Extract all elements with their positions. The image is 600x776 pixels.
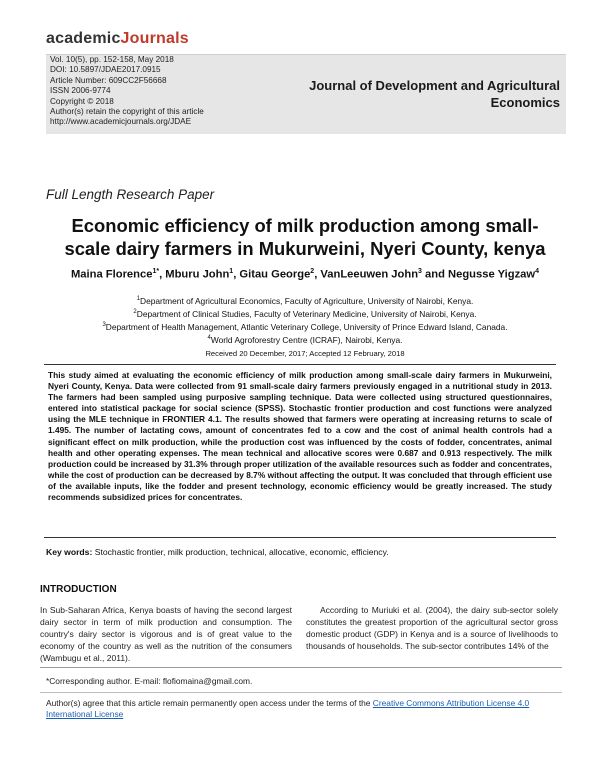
journal-title-line1: Journal of Development and Agricultural [309, 78, 560, 93]
author-sup: 1 [229, 268, 234, 275]
keywords-label: Key words: [46, 547, 93, 557]
author-name: Maina Florence [70, 268, 153, 281]
title-line1: Economic efficiency of milk production among small- [71, 215, 539, 236]
affiliation-text: World Agroforestry Centre (ICRAF), Nairobi, Kenya. [210, 334, 403, 345]
affiliation [40, 307, 570, 320]
meta-url[interactable]: http://www.academicjournals.org/JDAE [50, 117, 192, 127]
title-line2: scale dairy farmers in Mukurweini, Nyeri County, kenya [64, 238, 546, 259]
affiliation-number: 2 [133, 309, 137, 315]
footnote-divider [40, 692, 562, 693]
author-separator: , [314, 268, 321, 281]
journal-title [309, 77, 560, 111]
author-separator: , [159, 268, 166, 281]
license-text: Author(s) agree that this article remain permanently open access under the terms of the [46, 698, 373, 708]
author-sup: 1* [152, 268, 160, 275]
intro-heading: INTRODUCTION [40, 584, 117, 595]
intro-left-column: In Sub-Saharan Africa, Kenya boasts of having the second largest dairy sector in term of milk production and consumption. The country's dairy sector is vigorous and is of great value to the economy of the country as well as the nutrition of the consumers (Wambugu et al., 2011). [40, 605, 292, 663]
meta-retain: Author(s) retain the copyright of this article [50, 107, 204, 117]
affiliation-number: 4 [207, 335, 211, 341]
license-statement [46, 698, 566, 720]
meta-issn: ISSN 2006-9774 [50, 86, 111, 96]
author-name: Gitau George [239, 268, 311, 281]
received-dates: Received 20 December, 2017; Accepted 12 February, 2018 [205, 349, 405, 358]
affiliation-text: Department of Agricultural Economics, Faculty of Agriculture, University of Nairobi, Kenya. [140, 295, 474, 306]
keywords-text: Stochastic frontier, milk production, technical, allocative, economic, efficiency. [94, 547, 389, 557]
paper-title [40, 214, 570, 260]
author-sup: 2 [310, 268, 315, 275]
logo-part2: Journals [120, 30, 189, 47]
license-link[interactable]: Creative Commons Attribution License 4.0 International License [46, 698, 530, 720]
author-sup: 4 [535, 268, 539, 275]
abstract-text: This study aimed at evaluating the economic efficiency of milk production among small-scale dairy farmers in Mukurweini, Nyeri County, Kenya. Data were collected from 91 small-scale dairy farmers previously engaged in a nutritional study in 2013. The farmers had been sampled using purposive sampling technique. Data were collected using structured questionnaires, entered into statistical package for social science (SPSS). Stochastic frontier production and cost functions were analyzed using the MLE technique in FRONTIER 4.1. The results showed that farmers were operating at increasing returns to scale of 1.495. The number of lactating cows, amount of concentrates fed to a cow and the cost of animal health controls had a significant effect on milk production, while the production cost was influenced by the costs of fodder, concentrates, animal health and other operating expenses. The mean technical and allocative scores were 0.687 and 0.913 respectively. The milk production could be increased by 31.3% through proper utilization of the available resources such as fodder and concentrates, while the cost of production can be decreased by 8.7% without affecting the output. It was concluded that through efficient use of the available inputs, like the fodder and present technology, economic efficiency would be greatly increased. The study recommends subsidized prices for concentrates. [48, 370, 552, 503]
author-name: VanLeeuwen John [320, 268, 419, 281]
article-meta [50, 55, 204, 128]
author-separator: , [233, 268, 240, 281]
keywords [46, 547, 558, 557]
paper-type: Full Length Research Paper [46, 187, 215, 202]
logo-part1: academic [46, 30, 121, 47]
affiliation-number: 3 [102, 322, 106, 328]
meta-article-number: Article Number: 609CC2F56668 [50, 75, 167, 85]
corresponding-author: *Corresponding author. E-mail: flofiomaina@gmail.com. [46, 676, 253, 686]
affiliation [40, 333, 570, 346]
meta-copyright: Copyright © 2018 [50, 96, 114, 106]
abstract-box [44, 364, 556, 538]
meta-doi: DOI: 10.5897/JDAE2017.0915 [50, 65, 161, 75]
author-name: Negusse Yigzaw [448, 268, 536, 281]
affiliation [40, 294, 570, 307]
author-separator: and [421, 268, 449, 281]
affiliation-number: 1 [136, 296, 141, 302]
affiliation [40, 320, 570, 333]
author-list [40, 268, 570, 281]
meta-volume: Vol. 10(5), pp. 152-158, May 2018 [50, 55, 174, 64]
publisher-logo [46, 30, 189, 48]
intro-right-column: According to Muriuki et al. (2004), the dairy sub-sector solely constitutes the greatest proportion of the agricultural sector gross domestic product (GDP) in Kenya and is a source of livelihoods to thousands of households. The sub-sector contributes 14% of the [306, 605, 558, 651]
author-sup: 3 [418, 268, 422, 275]
affiliation-text: Department of Clinical Studies, Faculty of Veterinary Medicine, University of Nairobi, Kenya. [136, 308, 477, 319]
affiliation-text: Department of Health Management, Atlantic Veterinary College, University of Prince Edward Island, Canada. [105, 321, 508, 332]
author-name: Mburu John [165, 268, 230, 281]
affiliations [40, 294, 570, 346]
journal-title-line2: Economics [490, 95, 560, 110]
